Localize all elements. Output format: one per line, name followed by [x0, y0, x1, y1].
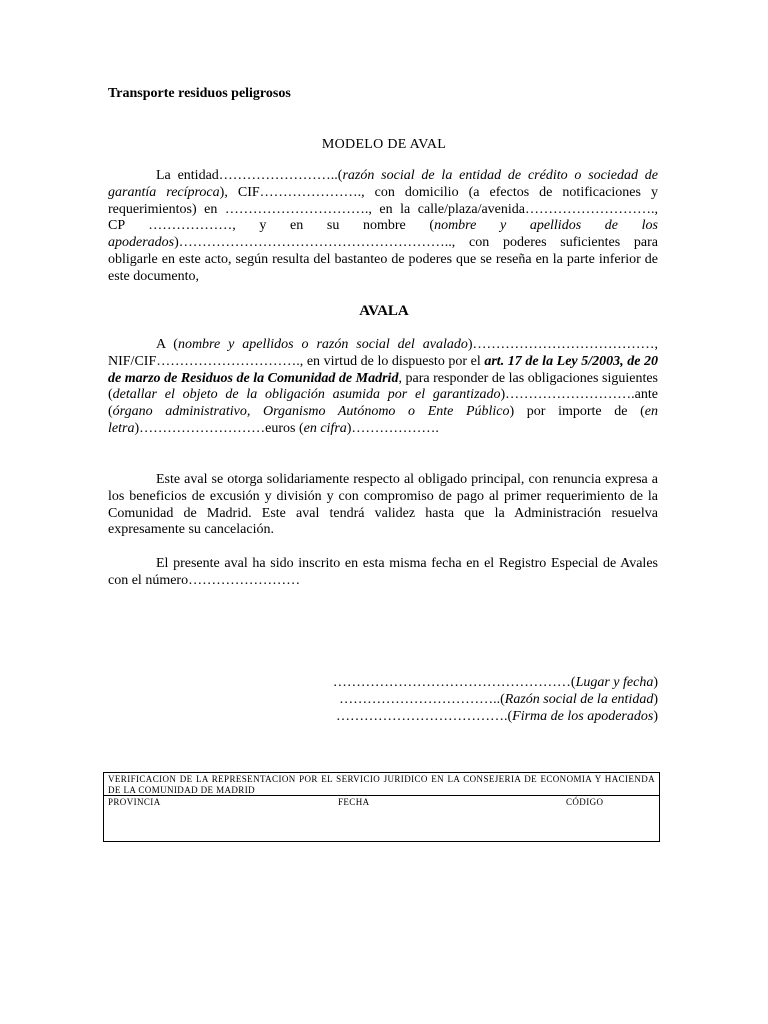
text-segment-italic: razón social de la entidad de crédito o sociedad de garantía recíproca: [108, 168, 658, 200]
provincia-label: PROVINCIA: [108, 797, 161, 807]
law-reference: art. 17 de la Ley 5/2003, de 20 de marzo de Residuos de la Comunidad de Madrid: [108, 353, 658, 386]
text-segment: )………………………………………………….., con poderes suficientes para obligarle en este acto, según resulta del bastanteo de poderes que se reseña en la parte inferior de este documento,: [108, 235, 658, 284]
dotted-fill: ……………………………….(: [335, 709, 513, 724]
paragraph-registro: El presente aval ha sido inscrito en esta misma fecha en el Registro Especial de Avales con el número……………………: [108, 556, 658, 588]
text-segment-italic: nombre y apellidos o razón social del avalado: [177, 337, 468, 352]
lugar-fecha-label: Lugar y fecha: [575, 675, 654, 690]
text-segment: La entidad……………………..(: [156, 168, 343, 183]
text-segment: )……………….: [346, 420, 439, 436]
signature-line-firma: ……………………………….(Firma de los apoderados): [335, 709, 658, 724]
paragraph-solidario: Este aval se otorga solidariamente respecto al obligado principal, con renuncia expresa a los beneficios de excusión y división y con compromiso de pago al primer requerimiento de la Comunidad de Madrid. Este aval tendrá validez hasta que la Administración resuelva expresamente su cancelación.: [108, 472, 658, 538]
text-segment: )…………………………………, NIF/CIF…………………………., en virtud de lo dispuesto por el: [108, 337, 659, 369]
dotted-fill: ……………………………………………(: [332, 675, 576, 690]
firma-label: Firma de los apoderados: [512, 709, 654, 724]
codigo-label: CÓDIGO: [566, 797, 604, 807]
avala-heading: AVALA: [359, 303, 409, 319]
text-segment: ) por importe de (: [509, 404, 645, 420]
text-segment-italic: detallar el objeto de la obligación asumida por el garantizado: [112, 387, 501, 403]
signature-line-razon: ……………………………..(Razón social de la entidad): [339, 692, 658, 707]
text-segment-italic: en letra: [108, 404, 658, 436]
text-segment: A (: [156, 337, 178, 352]
text-segment: )………………………euros (: [134, 420, 304, 436]
verification-title: VERIFICACION DE LA REPRESENTACION POR EL SERVICIO JURIDICO EN LA CONSEJERIA DE ECONOMIA Y HACIENDA DE LA COMUNIDAD DE MADRID: [104, 773, 659, 796]
text-segment: ), CIF…………………., con domicilio (a efectos de notificaciones y requerimientos) en …………………………., en la calle/plaza/avenida………………………., CP ………………, y en su nombre (: [108, 184, 658, 234]
text-segment: )……………………….ante (: [108, 387, 658, 420]
document-title: MODELO DE AVAL: [321, 137, 447, 152]
text-segment-italic: en cifra: [303, 420, 347, 436]
document-heading: Transporte residuos peligrosos: [108, 86, 291, 101]
text-segment-italic: nombre y apellidos de los apoderados: [108, 218, 658, 251]
paragraph-avalado: [108, 337, 658, 438]
text-segment-italic: órgano administrativo, Organismo Autónomo o Ente Público: [112, 404, 510, 420]
verification-fields: [104, 796, 659, 808]
text-segment: , para responder de las obligaciones siguientes (: [108, 370, 658, 403]
razon-social-label: Razón social de la entidad: [504, 692, 654, 707]
verification-box: [103, 772, 660, 842]
paragraph-entidad: [108, 168, 658, 286]
dotted-fill: ……………………………..(: [339, 692, 505, 707]
signature-line-lugar: ……………………………………………(Lugar y fecha): [332, 675, 658, 690]
fecha-label: FECHA: [338, 797, 370, 807]
